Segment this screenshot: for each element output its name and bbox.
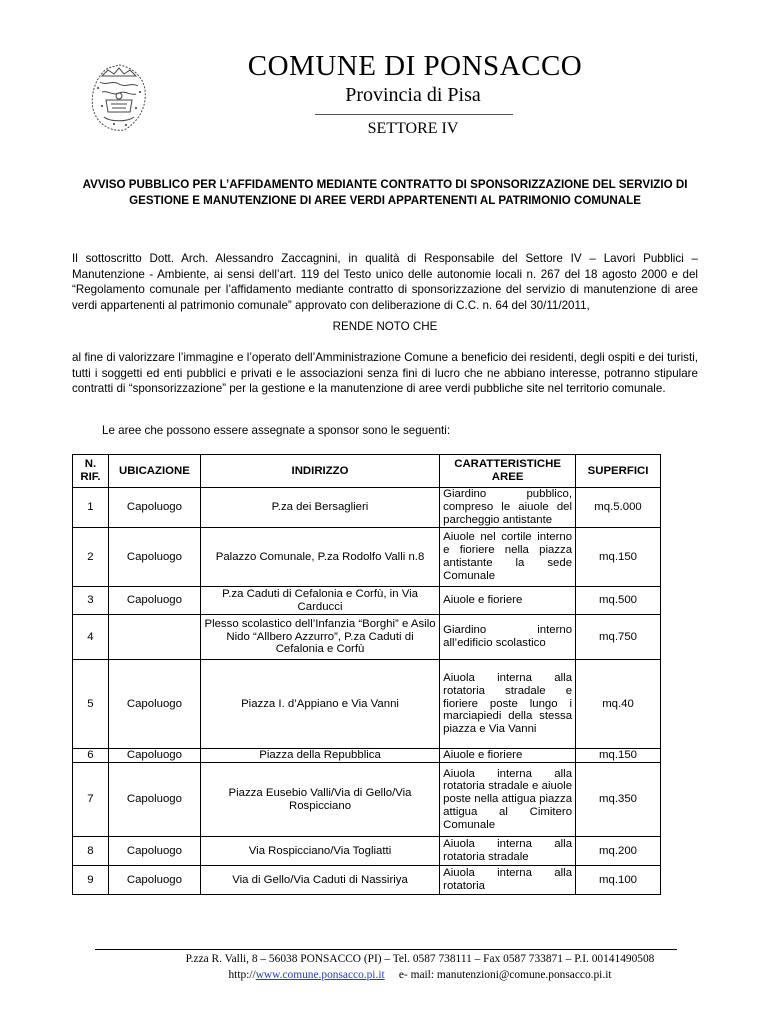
cell-indirizzo: Via di Gello/Via Caduti di Nassiriya: [200, 866, 439, 895]
cell-indirizzo: Palazzo Comunale, P.za Rodolfo Valli n.8: [200, 528, 439, 587]
table-row: [73, 615, 661, 660]
cell-ubicazione: Capoluogo: [108, 763, 200, 837]
cell-superficie: mq.150: [576, 749, 661, 763]
cell-caratteristiche: Aiuola interna alla rotatoria stradale: [440, 837, 576, 866]
municipality-title: COMUNE DI PONSACCO: [247, 50, 583, 82]
notice-title: AVVISO PUBBLICO PER L’AFFIDAMENTO MEDIANTE CONTRATTO DI SPONSORIZZAZIONE DEL SERVIZIO DI GESTIONE E MANUTENZIONE DI AREE VERDI APPARTENENTI AL PATRIMONIO COMUNALE: [82, 178, 688, 207]
col-header-ubicazione: UBICAZIONE: [108, 455, 200, 488]
website-link[interactable]: www.comune.ponsacco.pi.it: [255, 969, 385, 981]
footer-web-prefix: http://: [228, 969, 256, 981]
cell-caratteristiche: Aiuola interna alla rotatoria stradale e aiuole poste nella attigua piazza attigua al Cimitero Comunale: [440, 763, 576, 837]
cell-superficie: mq.750: [576, 615, 661, 660]
cell-ubicazione: Capoluogo: [108, 749, 200, 763]
province-subtitle: Provincia di Pisa: [345, 84, 481, 106]
cell-n: 2: [73, 528, 109, 587]
col-header-superfici: SUPERFICI: [576, 455, 661, 488]
cell-ubicazione: [108, 615, 200, 660]
cell-ubicazione: Capoluogo: [108, 587, 200, 615]
cell-ubicazione: Capoluogo: [108, 866, 200, 895]
cell-n: 4: [73, 615, 109, 660]
cell-n: 5: [73, 660, 109, 749]
cell-ubicazione: Capoluogo: [108, 837, 200, 866]
cell-ubicazione: Capoluogo: [108, 528, 200, 587]
cell-indirizzo: Piazza Eusebio Valli/Via di Gello/Via Rospicciano: [200, 763, 439, 837]
cell-superficie: mq.150: [576, 528, 661, 587]
table-row: [73, 528, 661, 587]
cell-indirizzo: Piazza della Repubblica: [200, 749, 439, 763]
footer-address: P.zza R. Valli, 8 – 56038 PONSACCO (PI) – Tel. 0587 738111 – Fax 0587 733871 – P.I. 00141490508: [185, 953, 655, 965]
cell-caratteristiche: Aiuole nel cortile interno e fioriere nella piazza antistante la sede Comunale: [440, 528, 576, 587]
intro-paragraph: Il sottoscritto Dott. Arch. Alessandro Zaccagnini, in qualità di Responsabile del Settore IV – Lavori Pubblici – Manutenzione - Ambiente, ai sensi dell’art. 119 del Testo unico delle autonomie locali n. 267 del 18 agosto 2000 e del “Regolamento comunale per l’affidamento mediante contratto di sponsorizzazione del servizio di manutenzione di aree verdi appartenenti al patrimonio comunale” approvato con deliberazione di C.C. n. 64 del 30/11/2011,: [72, 252, 698, 312]
areas-table: [72, 454, 661, 895]
table-row: [73, 660, 661, 749]
cell-indirizzo: P.za dei Bersaglieri: [200, 488, 439, 528]
col-header-n-rif: N. RIF.: [73, 455, 109, 488]
col-header-caratteristiche: CARATTERISTICHE AREE: [440, 455, 576, 488]
footer-email: e- mail: manutenzioni@comune.ponsacco.pi.it: [398, 969, 612, 981]
cell-n: 9: [73, 866, 109, 895]
cell-superficie: mq.100: [576, 866, 661, 895]
table-header-row: [73, 455, 661, 488]
cell-caratteristiche: Aiuole e fioriere: [440, 749, 576, 763]
cell-caratteristiche: Giardino pubblico, compreso le aiuole del parcheggio antistante: [440, 488, 576, 528]
cell-superficie: mq.200: [576, 837, 661, 866]
cell-caratteristiche: Aiuola interna alla rotatoria: [440, 866, 576, 895]
table-row: [73, 587, 661, 615]
cell-superficie: mq.40: [576, 660, 661, 749]
cell-n: 3: [73, 587, 109, 615]
cell-indirizzo: P.za Caduti di Cefalonia e Corfù, in Via Carducci: [200, 587, 439, 615]
cell-ubicazione: Capoluogo: [108, 660, 200, 749]
table-row: [73, 749, 661, 763]
table-row: [73, 488, 661, 528]
purpose-paragraph: al fine di valorizzare l’immagine e l’operato dell’Amministrazione Comune a beneficio dei residenti, degli ospiti e dei turisti, tutti i soggetti ed enti pubblici e privati e le associazioni senza fini di lucro che ne abbiano interesse, potranno stipulare contratti di “sponsorizzazione” per la gestione e la manutenzione di aree verdi pubbliche site nel territorio comunale.: [72, 351, 698, 395]
cell-superficie: mq.500: [576, 587, 661, 615]
footer-contacts: [95, 969, 745, 981]
header-divider: [315, 114, 513, 115]
table-row: [73, 837, 661, 866]
table-row: [73, 866, 661, 895]
cell-caratteristiche: Aiuola interna alla rotatoria stradale e fioriere poste lungo i marciapiedi della stessa piazza e Via Vanni: [440, 660, 576, 749]
cell-superficie: mq.5.000: [576, 488, 661, 528]
cell-indirizzo: Via Rospicciano/Via Togliatti: [200, 837, 439, 866]
cell-caratteristiche: Aiuole e fioriere: [440, 587, 576, 615]
footer-divider: [95, 949, 677, 950]
cell-indirizzo: Plesso scolastico dell’Infanzia “Borghi” e Asilo Nido “Allbero Azzurro”, P.za Caduti di Cefalonia e Corfù: [200, 615, 439, 660]
cell-ubicazione: Capoluogo: [108, 488, 200, 528]
cell-indirizzo: Piazza I. d’Appiano e Via Vanni: [200, 660, 439, 749]
rende-noto-heading: RENDE NOTO CHE: [332, 320, 438, 333]
col-header-indirizzo: INDIRIZZO: [200, 455, 439, 488]
cell-caratteristiche: Giardino interno all’edificio scolastico: [440, 615, 576, 660]
sector-label: SETTORE IV: [367, 120, 459, 137]
cell-n: 6: [73, 749, 109, 763]
table-row: [73, 763, 661, 837]
cell-n: 7: [73, 763, 109, 837]
areas-intro-text: Le aree che possono essere assegnate a sponsor sono le seguenti:: [102, 424, 451, 437]
cell-n: 8: [73, 837, 109, 866]
cell-superficie: mq.350: [576, 763, 661, 837]
cell-n: 1: [73, 488, 109, 528]
